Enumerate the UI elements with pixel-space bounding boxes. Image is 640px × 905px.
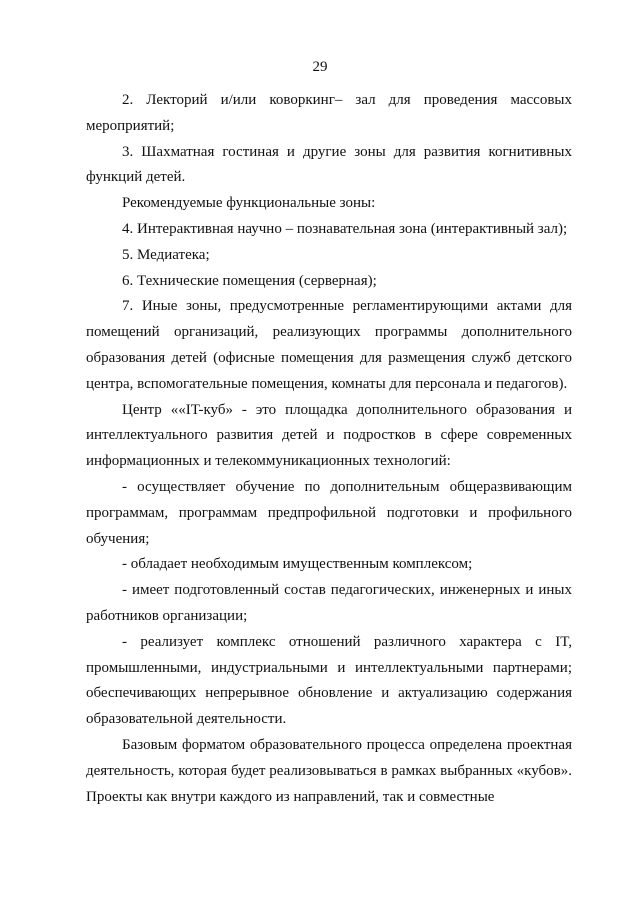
list-item-lecture-hall: 2. Лекторий и/или коворкинг– зал для проведения массовых мероприятий;	[86, 92, 572, 134]
bullet-partners: - реализует комплекс отношений различного характера с IT, промышленными, индустриальными и интеллектуальными партнерами; обеспечивающих непрерывное обновление и актуализацию содержания образовательной деятельности.	[86, 633, 572, 728]
bullet-property: - обладает необходимым имущественным комплексом;	[122, 556, 473, 573]
list-item-other-zones: 7. Иные зоны, предусмотренные регламентирующими актами для помещений организаций, реализующих программы дополнительного образования детей (офисные помещения для размещения служб детского центра, вспомогательные помещения, комнаты для персонала и педагогов).	[86, 298, 572, 392]
list-item-media-library: 5. Медиатека;	[122, 246, 210, 263]
page-number: 29	[312, 59, 328, 75]
project-activity-paragraph: Базовым форматом образовательного процесса определена проектная деятельность, которая будет реализовываться в рамках выбранных «кубов». Проекты как внутри каждого из направлений, так и совместные	[86, 736, 572, 805]
it-cube-definition-paragraph: Центр ««IT-куб» - это площадка дополнительного образования и интеллектуального развития детей и подростков в сфере современных информационных и телекоммуникационных технологий:	[86, 401, 572, 470]
recommended-zones-heading: Рекомендуемые функциональные зоны:	[122, 195, 376, 212]
bullet-training: - осуществляет обучение по дополнительным общеразвивающим программам, программам предпрофильной подготовки и профильного обучения;	[86, 478, 572, 547]
list-item-chess-lounge: 3. Шахматная гостиная и другие зоны для развития когнитивных функций детей.	[86, 143, 572, 186]
list-item-technical-rooms: 6. Технические помещения (серверная);	[122, 272, 377, 289]
bullet-staff: - имеет подготовленный состав педагогических, инженерных и иных работников организации;	[86, 582, 572, 624]
list-item-interactive-zone: 4. Интерактивная научно – познавательная зона (интерактивный зал);	[122, 220, 568, 237]
document-body	[86, 88, 572, 810]
